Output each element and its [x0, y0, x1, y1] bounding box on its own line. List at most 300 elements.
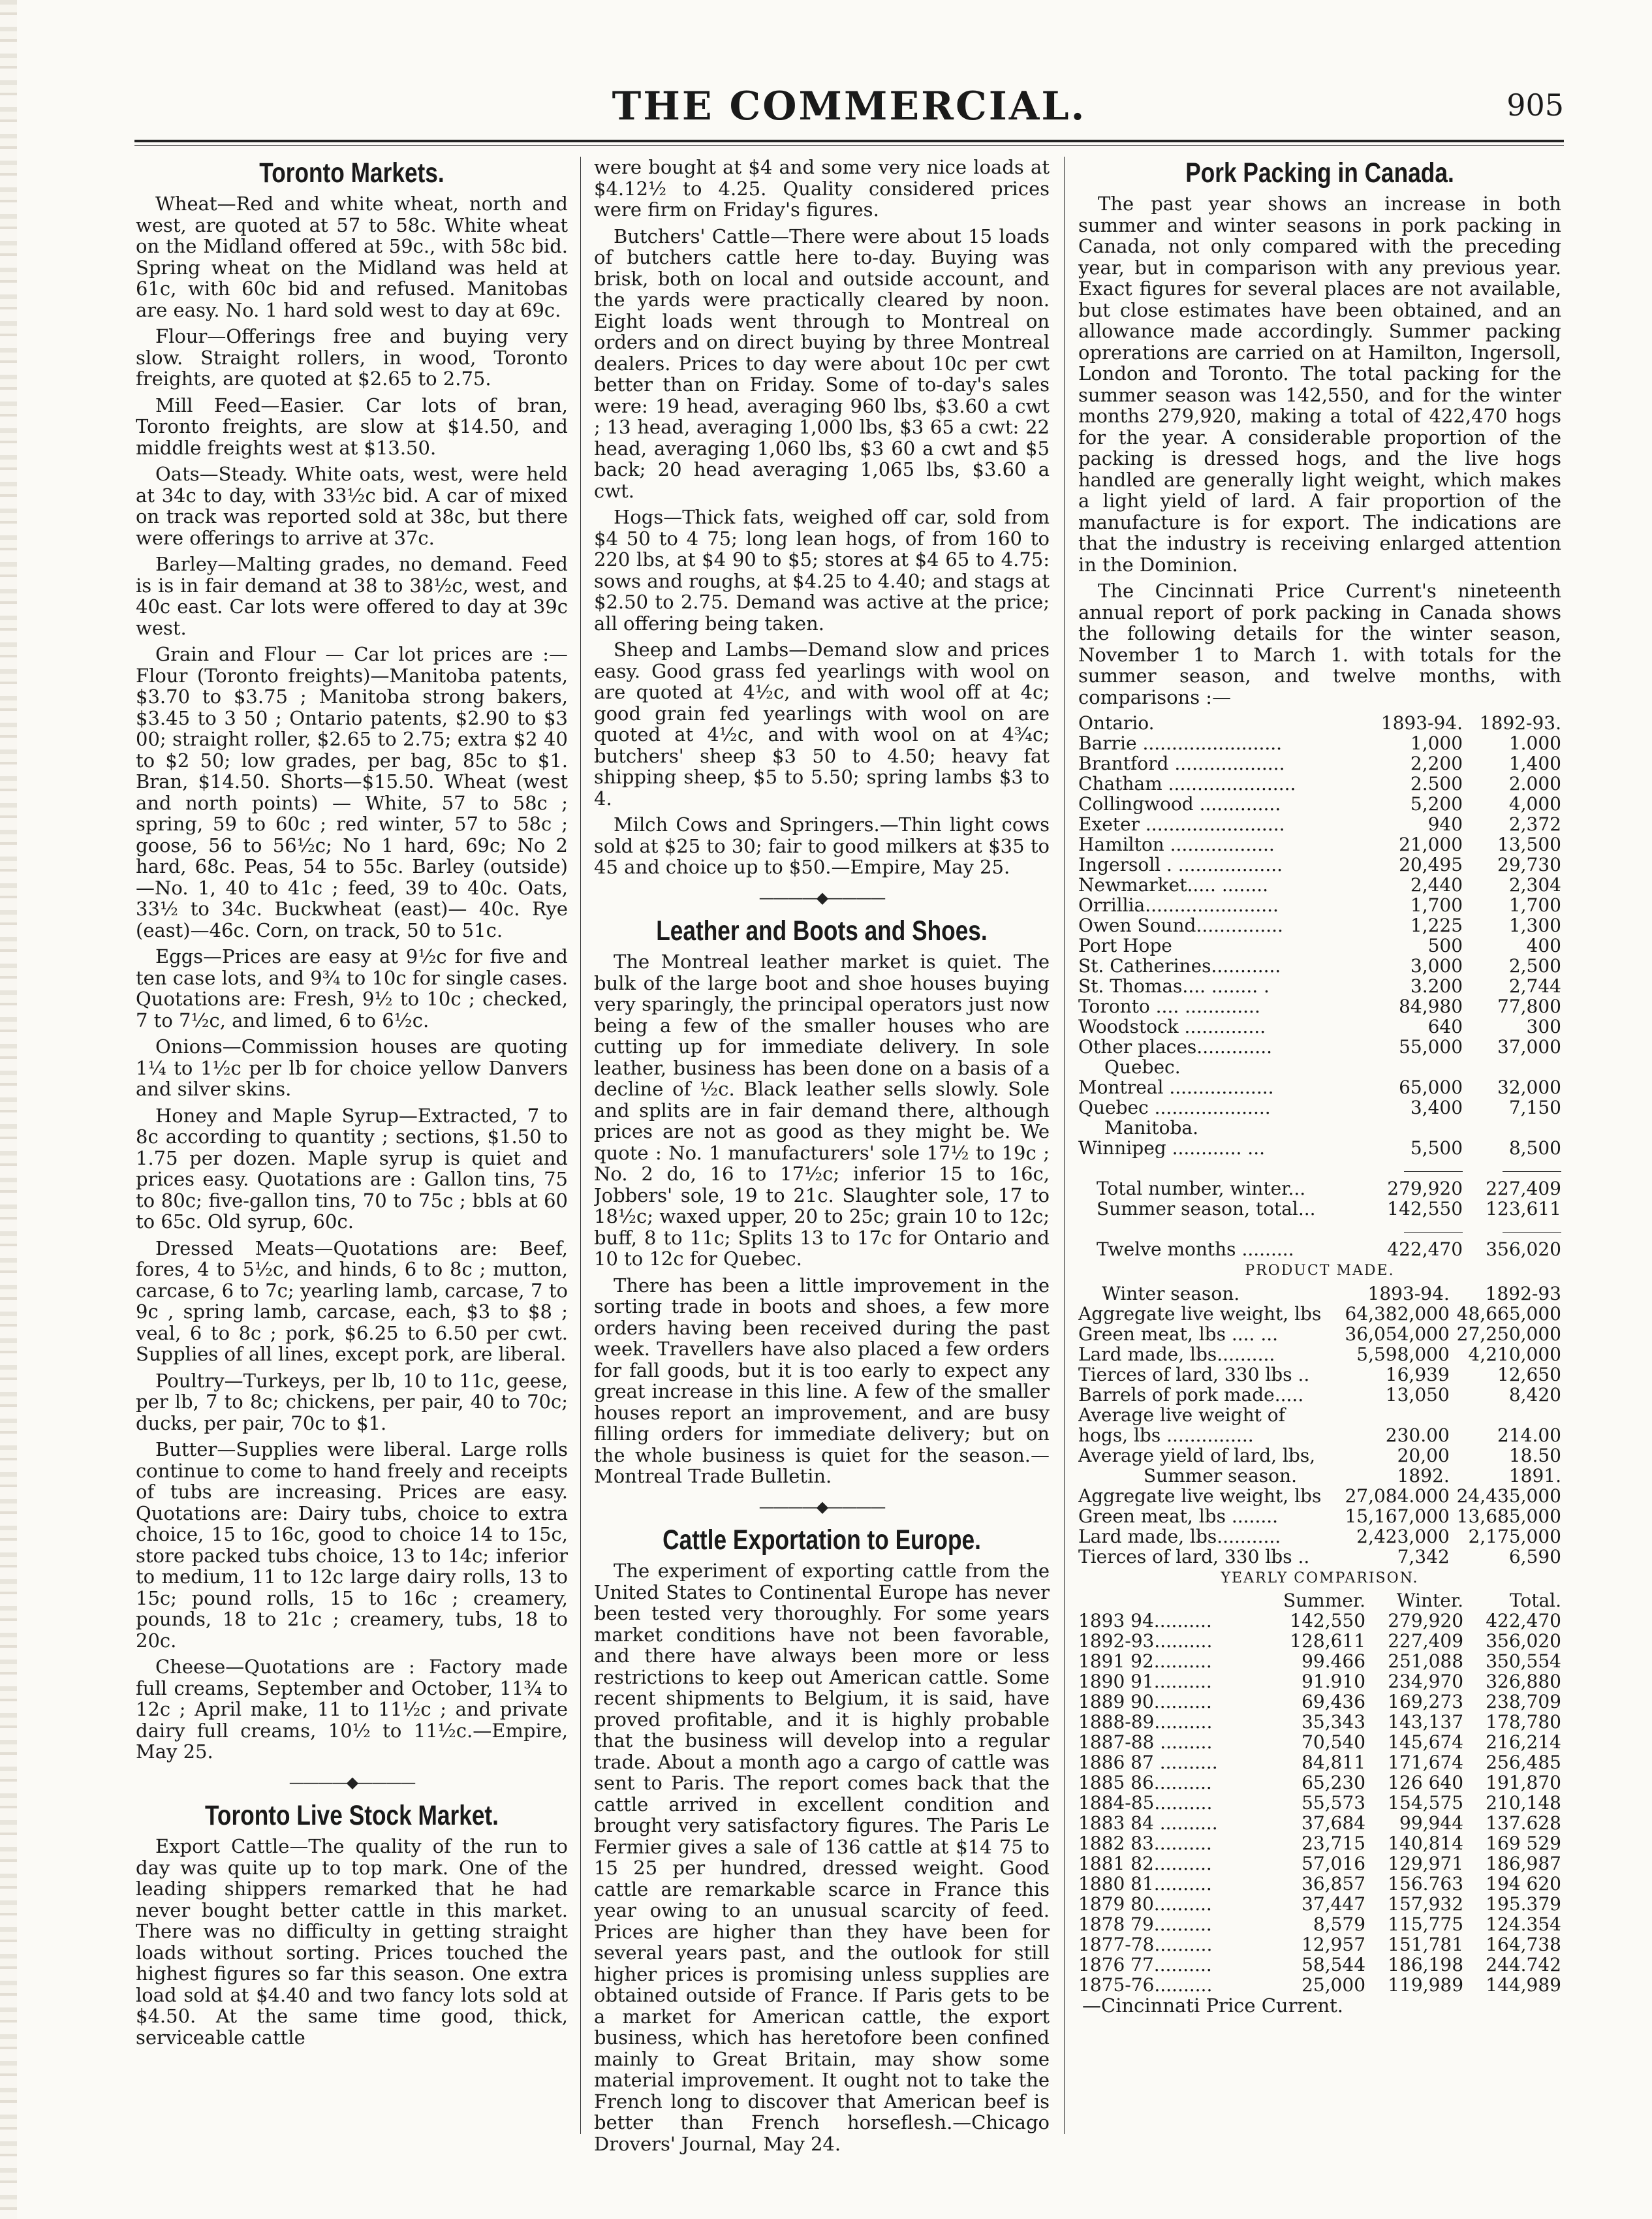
- cell-value: 191,870: [1486, 1772, 1561, 1793]
- table-row: [1078, 1405, 1561, 1425]
- paragraph: Export Cattle—The quality of the run to day was quite up to top mark. One of the leading shippers remarked that he had never bought better cattle in this market. There was no difficulty in getting straight loads without sorting. Prices touched the highest figures so far this season. One extra load sold at $4.40 and two fancy lots sold at $4.50. At the same time good, thick, serviceable cattle: [136, 1835, 568, 2049]
- cell-value: 230.00: [1385, 1424, 1450, 1446]
- packing-table: [1078, 713, 1561, 1259]
- cell-value: 58,544: [1301, 1954, 1366, 1975]
- paragraph: Cheese—Quotations are : Factory made full creams, September and October, 11¾ to 12c ; April make, 11 to 11½c ; and private dairy full creams, 10½ to 11½c.—Empire, May 25.: [136, 1656, 568, 1763]
- table-row: [1078, 895, 1561, 915]
- cell-value: 500: [1427, 935, 1463, 956]
- cell-value: 1,300: [1508, 915, 1561, 936]
- row-label: 1884-85..........: [1078, 1792, 1213, 1814]
- cell-value: 156.763: [1388, 1873, 1464, 1895]
- row-label: Winnipeg ............ ...: [1078, 1137, 1265, 1159]
- cell-value: 164,738: [1486, 1934, 1561, 1955]
- cell-value: 140,814: [1388, 1833, 1464, 1854]
- cell-value: 16,939: [1385, 1363, 1450, 1385]
- row-label: Lard made, lbs..........: [1078, 1343, 1275, 1365]
- cell-value: 210,148: [1486, 1792, 1561, 1814]
- table-row: [1078, 976, 1561, 996]
- table-row: [1078, 1813, 1561, 1833]
- cell-value: 279,920: [1387, 1178, 1463, 1199]
- table-row: [1078, 936, 1561, 956]
- row-label: 1882 83..........: [1078, 1833, 1212, 1854]
- cell-value: 151,781: [1388, 1934, 1464, 1955]
- row-label: Ingersoll . ..................: [1078, 854, 1283, 875]
- paragraph: Poultry—Turkeys, per lb, 10 to 11c, geese, per lb, 7 to 8c; chickens, per pair, 40 to 70c; ducks, per pair, 70c to $1.: [136, 1369, 568, 1434]
- cell-value: 171,674: [1388, 1752, 1464, 1773]
- cell-value: 129,971: [1388, 1853, 1464, 1874]
- article-separator: [594, 887, 1050, 909]
- cell-value: 13,500: [1497, 834, 1561, 855]
- cell-value: 5,500: [1410, 1137, 1463, 1159]
- table-row: [1078, 855, 1561, 875]
- cell-value: 20,495: [1399, 854, 1463, 875]
- table-row: [1078, 814, 1561, 834]
- row-label: Barrie ........................: [1078, 732, 1283, 754]
- cell-value: 1,400: [1508, 753, 1561, 774]
- article-title: Pork Packing in Canada.: [1185, 157, 1454, 189]
- table-row: [1078, 1772, 1561, 1793]
- table-row: [1078, 1732, 1561, 1752]
- cell-value: 27,250,000: [1456, 1323, 1561, 1345]
- row-label: Average live weight of: [1078, 1404, 1285, 1426]
- cell-value: 145,674: [1388, 1731, 1464, 1753]
- yearly-comparison-table: [1078, 1590, 1561, 1995]
- table-row: [1078, 1874, 1561, 1894]
- row-label: Exeter ........................: [1078, 813, 1285, 835]
- yearly-comparison-heading: YEARLY COMPARISON.: [1221, 1569, 1419, 1586]
- paragraph: Milch Cows and Springers.—Thin light cows sold at $25 to 30; fair to good milkers at $35 to 45 and choice up to $50.—Empire, May 25.: [594, 813, 1050, 878]
- table-row: [1078, 1671, 1561, 1692]
- cell-value: 1.000: [1508, 732, 1561, 754]
- paragraph: The experiment of exporting cattle from the United States to Continental Europe has never been tested very thoroughly. For some years market conditions have not been favorable, and there have always been more or less restrictions to keep out American cattle. Some recent shipments to Belgium, it is said, have proved profitable, and it is highly probable that the business will develop into a regular trade. About a month ago a cargo of cattle was sent to Paris. The report comes back that the cattle arrived in excellent condition and brought very satisfactory figures. The Paris Le Fermier gives a sale of 136 cattle at $14 75 to 15 25 per hundred, dressed weight. Good cattle are remarkable scarce in France this year owing to an unusual scarcity of feed. Prices are higher than they have been for several years past, and the outlook for still higher prices is promising unless supplies are obtained outside of France. If Paris gets to be a market for American cattle, the export business, which has heretofore been confined mainly to Great Britain, may show some material improvement. It ought not to take the French long to discover that American beef is better than French horseflesh.—Chicago Drovers' Journal, May 24.: [594, 1560, 1050, 2155]
- cell-value: 7,342: [1397, 1545, 1450, 1567]
- cell-value: 25,000: [1301, 1974, 1366, 1996]
- row-label: St. Thomas.... ........ .: [1078, 975, 1270, 997]
- table-row: [1078, 1239, 1561, 1259]
- table-header-row: [1078, 713, 1561, 733]
- article-body: [1078, 193, 1561, 708]
- row-label: 1876 77..........: [1078, 1954, 1212, 1975]
- cell-value: 8,500: [1508, 1137, 1561, 1159]
- cell-value: 99.466: [1301, 1650, 1366, 1672]
- table-source: —Cincinnati Price Current.: [1082, 1994, 1344, 2017]
- cell-value: 115,775: [1388, 1913, 1464, 1935]
- row-label: 1887-88 .........: [1078, 1731, 1213, 1753]
- cell-value: 356,020: [1486, 1238, 1561, 1260]
- cell-value: 128,611: [1290, 1630, 1366, 1652]
- cell-value: 2,744: [1508, 975, 1561, 997]
- cell-value: 142,550: [1387, 1198, 1463, 1220]
- cell-value: 123,611: [1486, 1198, 1561, 1220]
- row-label: 1892-93..........: [1078, 1630, 1213, 1652]
- cell-value: 91.910: [1301, 1671, 1366, 1692]
- cell-value: 84,811: [1301, 1752, 1366, 1773]
- paragraph: Butter—Supplies were liberal. Large rolls continue to come to hand freely and receipts of tubs are increasing. Prices are easy. Quotations are: Dairy tubs, choice to extra choice, 15 to 16c, good to choice 14 to 15c, store packed tubs choice, 13 to 14c; inferior to medium, 11 to 12c large dairy rolls, 13 to 15c; pound rolls, 15 to 16c ; creamery, pounds, 18 to 21c ; creamery, tubs, 18 to 20c.: [136, 1438, 568, 1652]
- table-row: [1078, 1178, 1561, 1199]
- paragraph: The past year shows an increase in both summer and winter seasons in pork packing in Canada, not only compared with the preceding year, but in comparison with any previous year. Exact figures for several places are not available, but close estimates have been obtained, and an allowance made accordingly. Summer packing oprerations are carried on at Hamilton, Ingersoll, London and Toronto. The total packing for the summer season was 142,550, and for the winter months 279,920, making a total of 422,470 hogs for the year. A considerable proportion of the packing is dressed hogs, and the live hogs handled are generally light weight, which makes a light yield of lard. A fair proportion of the manufacture is for export. The indications are that the industry is receiving enlarged attention in the Dominion.: [1078, 193, 1561, 576]
- table-row: [1078, 774, 1561, 794]
- row-label: Toronto .... .............: [1078, 996, 1260, 1017]
- table-row: [1078, 1631, 1561, 1651]
- table-row: [1078, 1752, 1561, 1772]
- row-label: Newmarket..... ........: [1078, 874, 1269, 896]
- paragraph: There has been a little improvement in the sorting trade in boots and shoes, a few more orders having been received during the past week. Travellers have also placed a few orders for fall goods, but it is too early to expect any great increase in this line. A few of the smaller houses report an improvement, and are busy filling orders for immediate delivery; but on the whole business is quiet for the season.—Montreal Trade Bulletin.: [594, 1274, 1050, 1487]
- cell-value: 216,214: [1486, 1731, 1561, 1753]
- paragraph: Wheat—Red and white wheat, north and west, are quoted at 57 to 58c. White wheat on the Midland offered at 59c., with 58c bid. Spring wheat on the Midland was held at 61c, with 60c bid and refused. Manitobas are easy. No. 1 hard sold west to day at 69c.: [136, 193, 568, 321]
- cell-value: 55,573: [1301, 1792, 1366, 1814]
- cell-value: 4,000: [1508, 793, 1561, 815]
- row-label: Summer season.: [1144, 1464, 1297, 1487]
- cell-value: 57,016: [1301, 1853, 1366, 1874]
- cell-value: 35,343: [1301, 1711, 1366, 1733]
- row-label: St. Catherines............: [1078, 955, 1281, 977]
- table-row: [1078, 1651, 1561, 1671]
- cell-value: 2,175,000: [1468, 1525, 1561, 1547]
- paragraph: were bought at $4 and some very nice loads at $4.12½ to 4.25. Quality considered prices were firm on Friday's figures.: [594, 157, 1050, 221]
- table-row: [1078, 1037, 1561, 1057]
- table-row: [1078, 1425, 1561, 1445]
- table-row: [1078, 1077, 1561, 1097]
- paragraph: Grain and Flour — Car lot prices are :— Flour (Toronto freights)—Manitoba patents, $3.70 to $3.75 ; Manitoba strong bakers, $3.45 to 3 50 ; Ontario patents, $2.90 to $3 00; straight roller, $2.65 to 2.75; extra $2 40 to $2 50; low grades, per bag, 85c to $1. Bran, $14.50. Shorts—$15.50. Wheat (west and north points) — White, 57 to 58c ; spring, 59 to 60c ; red winter, 57 to 58c ; goose, 56 to 56½c; No 1 hard, 69c; No 2 hard, 68c. Peas, 54 to 55c. Barley (outside)—No. 1, 40 to 41c ; feed, 39 to 40c. Oats, 33½ to 34c. Buckwheat (east)— 40c. Rye (east)—46c. Corn, on track, 50 to 51c.: [136, 643, 568, 941]
- cell-value: 2,500: [1508, 955, 1561, 977]
- cell-value: 227,409: [1388, 1630, 1464, 1652]
- cell-value: 178,780: [1486, 1711, 1561, 1733]
- row-label: 1889 90..........: [1078, 1691, 1212, 1712]
- row-label: Summer season, total...: [1097, 1198, 1316, 1220]
- column-3: [1078, 157, 1561, 2167]
- table-row: [1078, 1955, 1561, 1975]
- paragraph: Barley—Malting grades, no demand. Feed is is in fair demand at 38 to 38½c, west, and 40c east. Car lots were offered to day at 39c west.: [136, 553, 568, 639]
- table-row: [1078, 794, 1561, 814]
- paragraph: Onions—Commission houses are quoting 1¼ to 1½c per lb for choice yellow Danvers and silver skins.: [136, 1035, 568, 1100]
- cell-value: 18.50: [1508, 1444, 1561, 1466]
- table-row: [1078, 875, 1561, 895]
- cell-value: 234,970: [1388, 1671, 1464, 1692]
- publication-title: THE COMMERCIAL.: [612, 84, 1087, 129]
- table-row: [1078, 1547, 1561, 1567]
- cell-value: 169 529: [1486, 1833, 1561, 1854]
- row-label: Aggregate live weight, lbs: [1078, 1302, 1322, 1325]
- cell-value: 640: [1427, 1016, 1463, 1037]
- cell-value: 256,485: [1486, 1752, 1561, 1773]
- row-label: 1890 91..........: [1078, 1671, 1212, 1692]
- article-body: [594, 157, 1050, 878]
- table-row: [1078, 1793, 1561, 1813]
- row-label: Twelve months .........: [1097, 1238, 1294, 1260]
- row-label: 1880 81..........: [1078, 1873, 1212, 1895]
- row-label: Woodstock ..............: [1078, 1016, 1266, 1037]
- cell-value: 119,989: [1388, 1974, 1464, 1996]
- table-row: [1078, 1364, 1561, 1385]
- row-label: Average yield of lard, lbs,: [1078, 1444, 1316, 1466]
- cell-value: 27,084.000: [1345, 1485, 1450, 1507]
- table-row: [1078, 1611, 1561, 1631]
- cell-value: 154,575: [1388, 1792, 1464, 1814]
- cell-value: Winter.: [1396, 1590, 1464, 1611]
- article-separator: [594, 1496, 1050, 1518]
- cell-value: 251,088: [1388, 1650, 1464, 1672]
- table-row: [1078, 834, 1561, 855]
- cell-value: 227,409: [1486, 1178, 1561, 1199]
- table-header-row: [1078, 1590, 1561, 1611]
- cell-value: 37,684: [1301, 1812, 1366, 1834]
- cell-value: 1,000: [1410, 732, 1463, 754]
- cell-value: 5,200: [1410, 793, 1463, 815]
- row-label: Tierces of lard, 330 lbs ..: [1078, 1545, 1310, 1567]
- row-label: 1891 92..........: [1078, 1650, 1212, 1672]
- column-divider: [1064, 157, 1065, 2134]
- row-label: [1078, 1590, 1259, 1611]
- header-rule: [134, 140, 1564, 146]
- cell-value: 3,400: [1410, 1097, 1463, 1118]
- cell-value: 55,000: [1399, 1036, 1463, 1058]
- row-label: Owen Sound...............: [1078, 915, 1283, 936]
- page-number: 905: [1506, 87, 1564, 123]
- table-row: [1078, 956, 1561, 976]
- table-row: [1078, 1016, 1561, 1037]
- cell-value: 2.000: [1508, 773, 1561, 795]
- row-label: Port Hope: [1078, 935, 1172, 956]
- cell-value: 29,730: [1497, 854, 1561, 875]
- cell-value: 124.354: [1486, 1913, 1561, 1935]
- table-rule: [1078, 1158, 1561, 1178]
- cell-value: 2,200: [1410, 753, 1463, 774]
- article-body: [136, 193, 568, 1763]
- article-body: [594, 1560, 1050, 2154]
- paragraph: Oats—Steady. White oats, west, were held at 34c to day, with 33½c bid. A car of mixed on track was reported sold at 38c, but there were offerings to arrive at 37c.: [136, 463, 568, 549]
- product-made-heading: PRODUCT MADE.: [1245, 1263, 1395, 1279]
- section-label-row: [1078, 1057, 1561, 1077]
- product-made-table: [1078, 1283, 1561, 1567]
- cell-value: 8,579: [1313, 1913, 1366, 1935]
- cell-value: 13,685,000: [1456, 1505, 1561, 1527]
- paragraph: The Montreal leather market is quiet. The bulk of the large boot and shoe houses buying very sparingly, the principal operators just now being a few of the smaller houses who are cutting up for immediate delivery. In sole leather, business has been done on a basis of a decline of ½c. Black leather sells slowly. Sole and splits are in fair demand there, although prices are not as good as they might be. We quote : No. 1 manufacturers' sole 17½ to 19c ; No. 2 do, 16 to 17½c; inferior 15 to 16c, Jobbers' sole, 19 to 21c. Slaughter sole, 17 to 18½c; waxed upper, 20 to 25c; grain 10 to 12c; buff, 8 to 11c; Splits 13 to 17c for Ontario and 10 to 12c for Quebec.: [594, 951, 1050, 1270]
- paragraph: Butchers' Cattle—There were about 15 loads of butchers cattle here to-day. Buying was brisk, both on local and outside account, and the yards were practically cleared by noon. Eight loads went through to Montreal on orders and on direct buying by three Montreal dealers. Prices to day were about 10c per cwt better than on Friday. Some of to-day's sales were: 19 head, averaging 960 lbs, $3.60 a cwt ; 13 head, averaging 1,000 lbs, $3 65 a cwt: 22 head, averaging 1,060 lbs, $3 60 a cwt and $5 back; 20 head averaging 1,065 lbs, $3.60 a cwt.: [594, 225, 1050, 502]
- table-row: [1078, 1445, 1561, 1466]
- row-label: Lard made, lbs...........: [1078, 1525, 1281, 1547]
- paragraph: Hogs—Thick fats, weighed off car, sold from $4 50 to 4 75; long lean hogs, of from 160 to 220 lbs, at $4 90 to $5; stores at $4 65 to 4.75: sows and roughs, at $4.25 to 4.40; and stags at $2.50 to 2.75. Demand was active at the price; all offering being taken.: [594, 506, 1050, 635]
- cell-value: 8,420: [1508, 1383, 1561, 1406]
- row-label: Total number, winter...: [1097, 1178, 1306, 1199]
- row-label: Winter season.: [1102, 1282, 1240, 1304]
- cell-value: 126 640: [1388, 1772, 1464, 1793]
- section-label: Quebec.: [1104, 1056, 1181, 1078]
- row-label: Green meat, lbs .... ...: [1078, 1323, 1279, 1345]
- paragraph: Mill Feed—Easier. Car lots of bran, Toronto freights, are slow at $14.50, and middle freights west at $13.50.: [136, 394, 568, 459]
- cell-value: 157,932: [1388, 1893, 1464, 1915]
- row-label: 1885 86..........: [1078, 1772, 1212, 1793]
- cell-value: 422,470: [1486, 1610, 1561, 1631]
- table-row: [1078, 1692, 1561, 1712]
- cell-value: 400: [1526, 935, 1561, 956]
- article-body: [136, 1836, 568, 2048]
- cell-value: 12,650: [1497, 1363, 1561, 1385]
- cell-value: 1,700: [1410, 894, 1463, 916]
- masthead: [134, 84, 1564, 132]
- cell-value: 940: [1427, 813, 1463, 835]
- cell-value: 1893-94.: [1380, 712, 1463, 734]
- cell-value: 6,590: [1508, 1545, 1561, 1567]
- row-label: Brantford ...................: [1078, 753, 1285, 774]
- row-label: 1893 94..........: [1078, 1610, 1212, 1631]
- cell-value: [1450, 1405, 1561, 1425]
- cell-value: 2,423,000: [1356, 1525, 1450, 1547]
- cell-value: 32,000: [1497, 1077, 1561, 1098]
- article-title: Toronto Live Stock Market.: [205, 1800, 499, 1831]
- table-row: [1078, 915, 1561, 936]
- table-row: [1078, 1097, 1561, 1118]
- row-label: Orrillia.......................: [1078, 894, 1279, 916]
- table-row: [1078, 753, 1561, 774]
- table-row: [1078, 1344, 1561, 1364]
- row-label: Collingwood ..............: [1078, 793, 1281, 815]
- cell-value: 84,980: [1399, 996, 1463, 1017]
- table-row: [1078, 1894, 1561, 1914]
- cell-value: 214.00: [1497, 1424, 1561, 1446]
- table-row: [1078, 1853, 1561, 1874]
- table-header-row: [1078, 1466, 1561, 1486]
- cell-value: 23,715: [1301, 1833, 1366, 1854]
- cell-value: 21,000: [1399, 834, 1463, 855]
- cell-value: 279,920: [1388, 1610, 1464, 1631]
- cell-value: 3.200: [1410, 975, 1463, 997]
- article-title: Leather and Boots and Shoes.: [656, 915, 988, 947]
- cell-value: 77,800: [1497, 996, 1561, 1017]
- table-row: [1078, 1324, 1561, 1344]
- row-label: Ontario.: [1078, 712, 1155, 734]
- cell-value: 13,050: [1385, 1383, 1450, 1406]
- paragraph: Flour—Offerings free and buying very slow. Straight rollers, in wood, Toronto freights, are quoted at $2.65 to 2.75.: [136, 325, 568, 390]
- cell-value: 2,440: [1410, 874, 1463, 896]
- binding-edge: [0, 0, 17, 2219]
- cell-value: 70,540: [1301, 1731, 1366, 1753]
- cell-value: 3,000: [1410, 955, 1463, 977]
- row-label: Chatham ......................: [1078, 773, 1296, 795]
- cell-value: 356,020: [1486, 1630, 1561, 1652]
- column-1: [136, 157, 568, 2167]
- cell-value: 64,382,000: [1345, 1302, 1450, 1325]
- cell-value: 69,436: [1301, 1691, 1366, 1712]
- cell-value: 238,709: [1486, 1691, 1561, 1712]
- row-label: 1879 80..........: [1078, 1893, 1212, 1915]
- column-divider: [580, 157, 581, 2134]
- table-rule: [1078, 1219, 1561, 1239]
- cell-value: 1892.: [1397, 1464, 1450, 1487]
- cell-value: 65,000: [1399, 1077, 1463, 1098]
- article-separator: [136, 1772, 568, 1793]
- row-label: Quebec ....................: [1078, 1097, 1271, 1118]
- row-label: 1878 79..........: [1078, 1913, 1212, 1935]
- table-row: [1078, 1304, 1561, 1324]
- table-row: [1078, 1526, 1561, 1547]
- cell-value: 169,273: [1388, 1691, 1464, 1712]
- table-row: [1078, 1486, 1561, 1506]
- row-label: Green meat, lbs ........: [1078, 1505, 1279, 1527]
- table-row: [1078, 1199, 1561, 1219]
- row-label: Montreal ..................: [1078, 1077, 1274, 1098]
- cell-value: 1893-94.: [1367, 1282, 1450, 1304]
- row-label: Barrels of pork made.....: [1078, 1383, 1304, 1406]
- cell-value: 142,550: [1290, 1610, 1366, 1631]
- table-header-row: [1078, 1283, 1561, 1304]
- row-label: hogs, lbs ...............: [1078, 1424, 1254, 1446]
- cell-value: 36,054,000: [1345, 1323, 1450, 1345]
- paragraph: The Cincinnati Price Current's nineteenth annual report of pork packing in Canada shows the following details for the winter season, November 1 to March 1. with totals for the summer season, and twelve months, with comparisons :—: [1078, 580, 1561, 708]
- column-2: [594, 157, 1050, 2167]
- cell-value: 195.379: [1486, 1893, 1561, 1915]
- paragraph: Honey and Maple Syrup—Extracted, 7 to 8c according to quantity ; sections, $1.50 to 1.75 per dozen. Maple syrup is quiet and prices easy. Quotations are : Gallon tins, 75 to 80c; five-gallon tins, 70 to 75c ; bbls at 60 to 65c. Old syrup, 60c.: [136, 1104, 568, 1233]
- row-label: Hamilton ..................: [1078, 834, 1275, 855]
- article-title: Toronto Markets.: [259, 157, 444, 189]
- row-label: 1881 82..........: [1078, 1853, 1212, 1874]
- cell-value: 300: [1526, 1016, 1561, 1037]
- row-label: 1883 84 ..........: [1078, 1812, 1218, 1834]
- table-row: [1078, 1385, 1561, 1405]
- cell-value: 1,700: [1508, 894, 1561, 916]
- article-title: Cattle Exportation to Europe.: [662, 1524, 981, 1556]
- cell-value: 1892-93: [1485, 1282, 1561, 1304]
- cell-value: 2,304: [1508, 874, 1561, 896]
- cell-value: 65,230: [1301, 1772, 1366, 1793]
- table-row: [1078, 1506, 1561, 1526]
- cell-value: 137.628: [1486, 1812, 1561, 1834]
- cell-value: 143,137: [1388, 1711, 1464, 1733]
- paragraph: Dressed Meats—Quotations are: Beef, fores, 4 to 5½c, and hinds, 6 to 8c ; mutton, carcase, 6 to 7c; yearling lamb, carcase, 7 to 9c , spring lamb, carcase, each, $3 to $8 ; veal, 6 to 8c ; pork, $6.25 to 6.50 per cwt. Supplies of all lines, except pork, are liberal.: [136, 1236, 568, 1365]
- cell-value: 36,857: [1301, 1873, 1366, 1895]
- cell-value: 20,00: [1397, 1444, 1450, 1466]
- cell-value: 37,447: [1301, 1893, 1366, 1915]
- cell-value: 186,987: [1486, 1853, 1561, 1874]
- cell-value: 24,435,000: [1456, 1485, 1561, 1507]
- cell-value: 422,470: [1387, 1238, 1463, 1260]
- cell-value: 99,944: [1399, 1812, 1464, 1834]
- section-label: Manitoba.: [1104, 1117, 1198, 1139]
- row-label: Aggregate live weight, lbs: [1078, 1485, 1322, 1507]
- paragraph: Sheep and Lambs—Demand slow and prices easy. Good grass fed yearlings with wool on are quoted at 4½c, and with wool off at 4c; good grain fed yearlings with wool on are quoted at 4½c, and with wool on at 4¾c; butchers' sheep $3 50 to 4.50; heavy fat shipping sheep, $5 to 5.50; spring lambs $3 to 4.: [594, 638, 1050, 810]
- row-label: Tierces of lard, 330 lbs ..: [1078, 1363, 1310, 1385]
- table-row: [1078, 1833, 1561, 1853]
- cell-value: 7,150: [1508, 1097, 1561, 1118]
- cell-value: 1891.: [1508, 1464, 1561, 1487]
- cell-value: 144,989: [1486, 1974, 1561, 1996]
- cell-value: 1,225: [1410, 915, 1463, 936]
- row-label: 1886 87 ..........: [1078, 1752, 1218, 1773]
- table-row: [1078, 1914, 1561, 1934]
- cell-value: 48,665,000: [1456, 1302, 1561, 1325]
- table-row: [1078, 1712, 1561, 1732]
- cell-value: 350,554: [1486, 1650, 1561, 1672]
- cell-value: 1892-93.: [1479, 712, 1561, 734]
- cell-value: Summer.: [1283, 1590, 1366, 1611]
- cell-value: 194 620: [1486, 1873, 1561, 1895]
- cell-value: [1338, 1405, 1450, 1425]
- cell-value: 244.742: [1486, 1954, 1561, 1975]
- section-label-row: [1078, 1118, 1561, 1138]
- cell-value: 326,880: [1486, 1671, 1561, 1692]
- row-label: 1877-78..........: [1078, 1934, 1213, 1955]
- table-row: [1078, 1138, 1561, 1158]
- cell-value: 2.500: [1410, 773, 1463, 795]
- row-label: 1875-76..........: [1078, 1974, 1213, 1996]
- paragraph: Eggs—Prices are easy at 9½c for five and ten case lots, and 9¾ to 10c for single cases. Quotations are: Fresh, 9½ to 10c ; checked, 7 to 7½c, and limed, 6 to 6½c.: [136, 945, 568, 1031]
- table-row: [1078, 733, 1561, 753]
- table-row: [1078, 996, 1561, 1016]
- cell-value: 4,210,000: [1468, 1343, 1561, 1365]
- cell-value: 12,957: [1301, 1934, 1366, 1955]
- table-row: [1078, 1975, 1561, 1995]
- cell-value: 37,000: [1497, 1036, 1561, 1058]
- article-body: [594, 951, 1050, 1487]
